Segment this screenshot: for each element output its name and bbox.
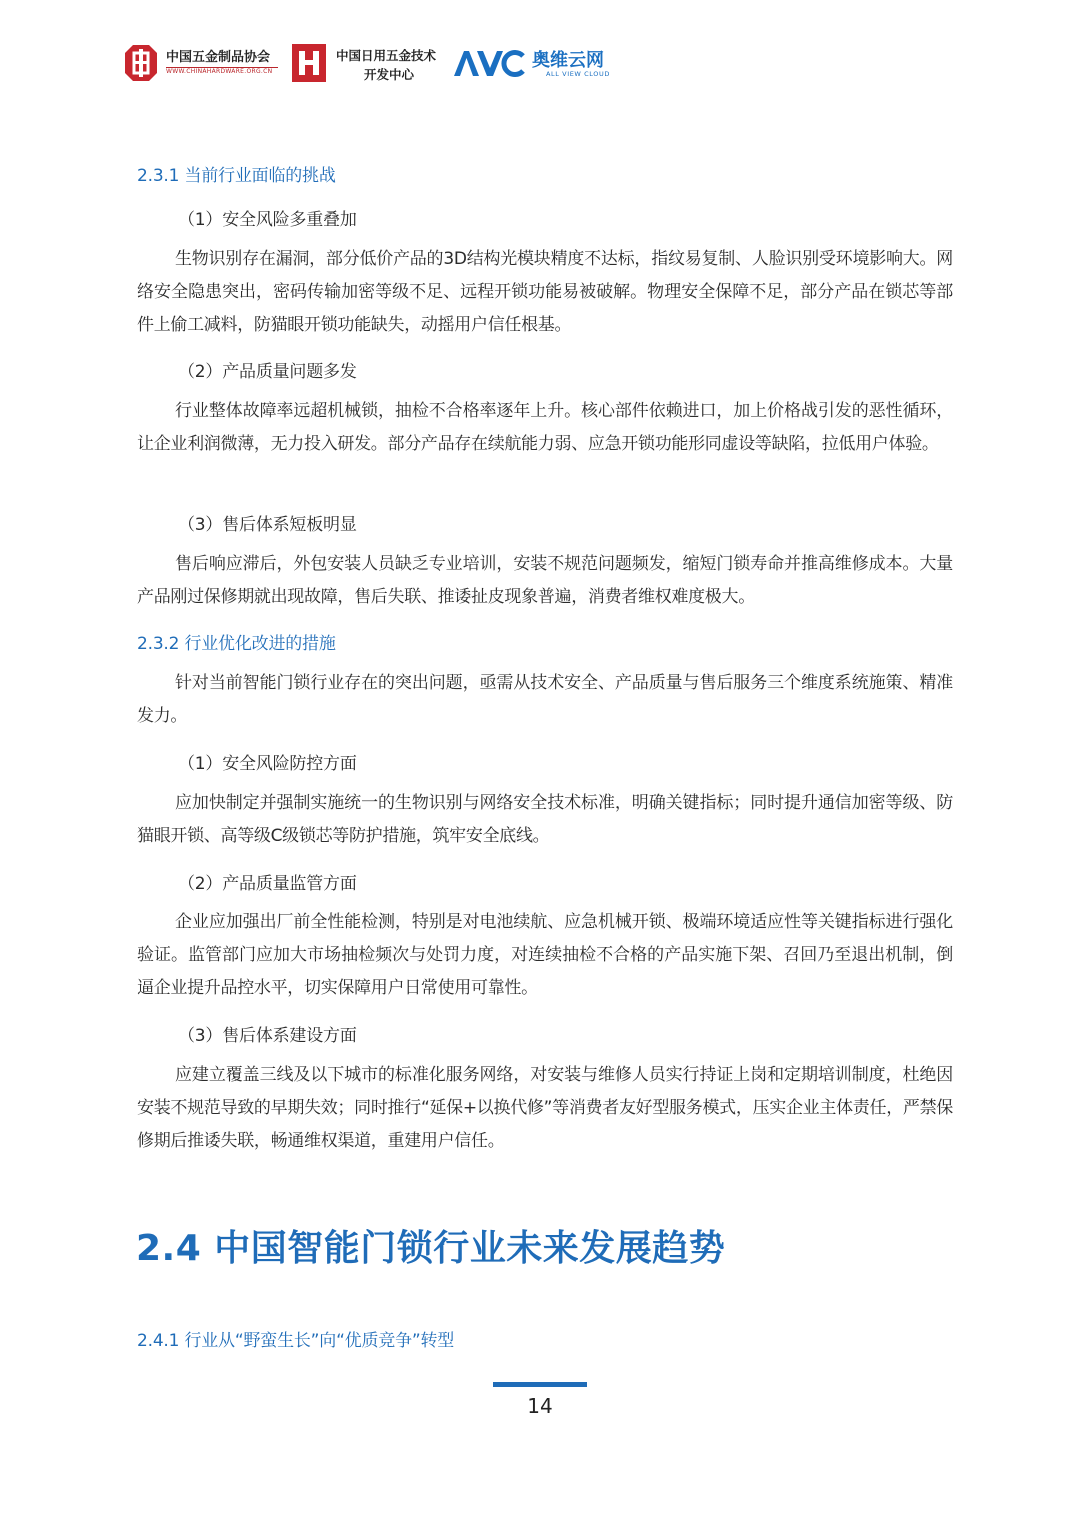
cnha-logo-name: 中国五金制品协会 [166, 50, 271, 65]
cdhtdc-logo-name-line2: 开发中心 [364, 67, 415, 82]
challenge-2-text: 行业整体故障率远超机械锁，抽检不合格率逐年上升。核心部件依赖进口，加上价格战引发的恶性循环，让企业利润微薄，无力投入研发。部分产品存在续航能力弱、应急开锁功能形同虚设等缺陷，拉低用户体验。 [137, 401, 953, 454]
measure-3-text: 应建立覆盖三线及以下城市的标准化服务网络，对安装与维修人员实行持证上岗和定期培训制度，杜绝因安装不规范导致的早期失效；同时推行“延保+以换代修”等消费者友好型服务模式，压实企业主体责任，严禁保修期后推诿失联，畅通维权渠道，重建用户信任。 [137, 1065, 953, 1151]
cnha-logo-icon [123, 43, 159, 83]
cnha-logo-url: WWW.CHINAHARDWARE.ORG.CN [166, 67, 278, 76]
subsection-title-2-3-1: 2.3.1 当前行业面临的挑战 [137, 166, 336, 186]
page-header [120, 40, 680, 86]
measure-3-title: （3）售后体系建设方面 [178, 1026, 357, 1046]
avc-logo-english: ALL VIEW CLOUD [546, 70, 610, 78]
footer-accent-bar [493, 1382, 587, 1387]
challenge-3-title: （3）售后体系短板明显 [178, 515, 357, 535]
avc-logo-name: 奥维云网 [532, 50, 604, 71]
measure-2-text: 企业应加强出厂前全性能检测，特别是对电池续航、应急机械开锁、极端环境适应性等关键指标进行强化验证。监管部门应加大市场抽检频次与处罚力度，对连续抽检不合格的产品实施下架、召回乃至退出机制，倒逼企业提升品控水平，切实保障用户日常使用可靠性。 [137, 912, 953, 998]
section-title-2-4: 2.4 中国智能门锁行业未来发展趋势 [136, 1228, 726, 1269]
page-number: 14 [527, 1394, 553, 1418]
subsection-title-2-4-1: 2.4.1 行业从“野蛮生长”向“优质竞争”转型 [137, 1331, 455, 1351]
challenge-1-text: 生物识别存在漏洞，部分低价产品的3D结构光模块精度不达标，指纹易复制、人脸识别受环境影响大。网络安全隐患突出，密码传输加密等级不足、远程开锁功能易被破解。物理安全保障不足，部分产品在锁芯等部件上偷工减料，防猫眼开锁功能缺失，动摇用户信任根基。 [137, 249, 953, 335]
measure-2-title: （2）产品质量监管方面 [178, 874, 357, 894]
avc-logo-icon [452, 48, 526, 78]
cdhtdc-logo-icon [292, 44, 326, 82]
subsection-title-2-3-2: 2.3.2 行业优化改进的措施 [137, 634, 336, 654]
measures-intro-text: 针对当前智能门锁行业存在的突出问题，亟需从技术安全、产品质量与售后服务三个维度系统施策、精准发力。 [137, 673, 953, 726]
challenge-2-title: （2）产品质量问题多发 [178, 362, 357, 382]
challenge-1-title: （1）安全风险多重叠加 [178, 210, 357, 230]
challenge-3-text: 售后响应滞后，外包安装人员缺乏专业培训，安装不规范问题频发，缩短门锁寿命并推高维修成本。大量产品刚过保修期就出现故障，售后失联、推诿扯皮现象普遍，消费者维权难度极大。 [137, 554, 953, 607]
cdhtdc-logo-name-line1: 中国日用五金技术 [336, 48, 437, 63]
measure-1-title: （1）安全风险防控方面 [178, 754, 357, 774]
measure-1-text: 应加快制定并强制实施统一的生物识别与网络安全技术标准，明确关键指标；同时提升通信加密等级、防猫眼开锁、高等级C级锁芯等防护措施，筑牢安全底线。 [137, 793, 953, 846]
